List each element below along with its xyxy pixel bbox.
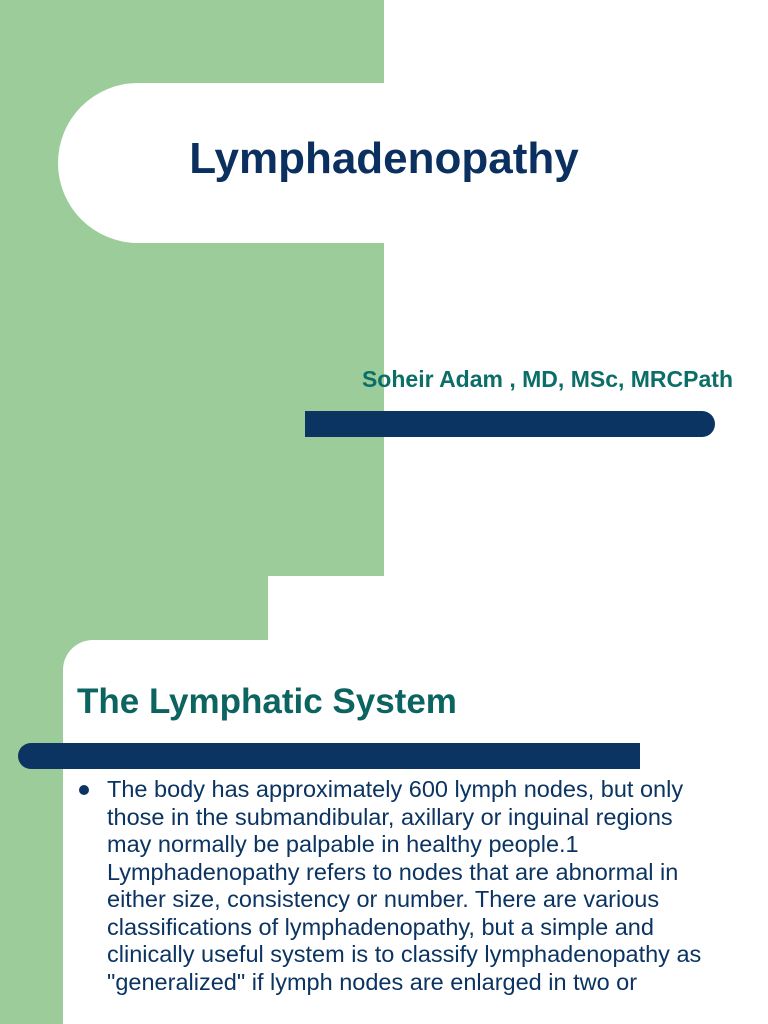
slide-heading: The Lymphatic System: [77, 682, 457, 721]
accent-bar: [18, 743, 640, 769]
presentation-title: Lymphadenopathy: [189, 134, 579, 183]
bullet-text: The body has approximately 600 lymph nodes, but only those in the submandibular, axillary or inguinal regions may normally be palpable in healthy people.1 Lymphadenopathy refers to nodes that are abnormal in either size, consistency or number. There are various classifications of lymphadenopathy, but a simple and clinically useful system is to classify lymphadenopathy as "generalized" if lymph nodes are enlarged in two or: [107, 776, 702, 995]
author-line: Soheir Adam , MD, MSc, MRCPath: [361, 366, 733, 392]
slide-lymphatic-system: [0, 576, 768, 1024]
bullet-dot-icon: [79, 785, 89, 795]
accent-bar: [305, 411, 715, 437]
